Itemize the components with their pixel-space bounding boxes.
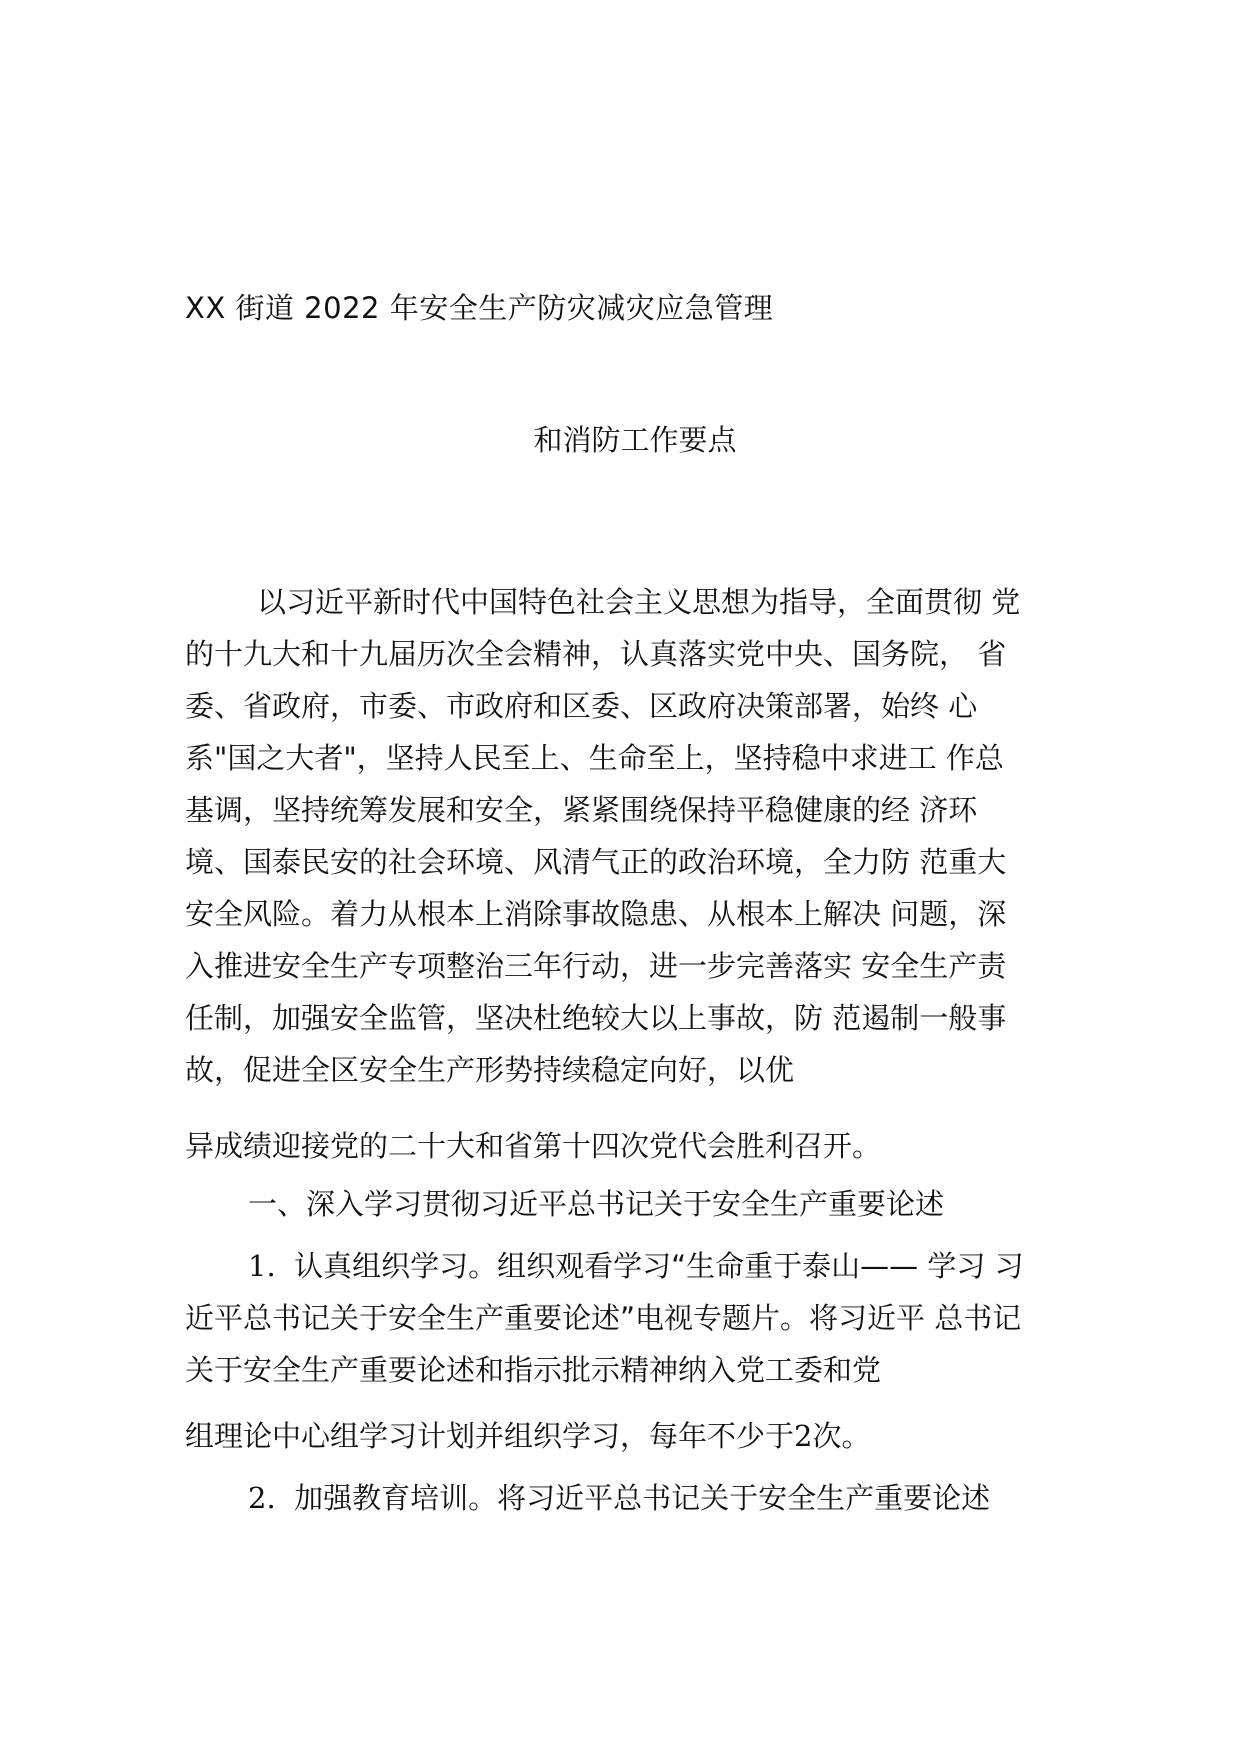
intro-paragraph-tail (185, 1120, 1065, 1172)
intro-line: 安全风险。着力从根本上消除事故隐患、从根本上解决 问题，深 (185, 897, 1007, 931)
intro-line: 委、省政府，市委、市政府和区委、区政府决策部署，始终 心 (185, 689, 978, 723)
item-1-line: 近平总书记关于安全生产重要论述”电视专题片。将习近平 总书记 (185, 1301, 1022, 1335)
item-1-paragraph (185, 1240, 1065, 1396)
intro-line: 故，促进全区安全生产形势持续稳定向好，以优 (185, 1053, 795, 1087)
intro-line: 的十九大和十九届历次全会精神，认真落实党中央、国务院， 省 (185, 637, 1007, 671)
intro-line: 系"国之大者"，坚持人民至上、生命至上，坚持稳中求进工 作总 (185, 741, 1004, 775)
document-subtitle: 和消防工作要点 (533, 423, 737, 457)
intro-line: 以习近平新时代中国特色社会主义思想为指导，全面贯彻 党 (257, 585, 1021, 619)
intro-paragraph (185, 576, 1065, 1096)
intro-line: 入推进安全生产专项整治三年行动，进一步完善落实 安全生产责 (185, 949, 1007, 983)
item-1-tail-number: 2 (794, 1419, 813, 1453)
document-title: XX 街道 2022 年安全生产防灾减灾应急管理 (185, 291, 774, 325)
item-1-tail-line (185, 1410, 1065, 1462)
intro-line: 基调，坚持统筹发展和安全，紧紧围绕保持平稳健康的经 济环 (185, 793, 978, 827)
item-1-text: 认真组织学习。组织观看学习“生命重于泰山—— 学习 习 (294, 1249, 1024, 1283)
item-2-text: 加强教育培训。将习近平总书记关于安全生产重要论述 (294, 1481, 991, 1515)
item-1-line: 关于安全生产重要论述和指示批示精神纳入党工委和党 (185, 1353, 882, 1387)
item-1-tail-pre: 组理论中心组学习计划并组织学习，每年不少于 (185, 1419, 795, 1453)
item-1-line (185, 1240, 1065, 1292)
item-1-tail (185, 1410, 1065, 1462)
section-heading-1: 一、深入学习贯彻习近平总书记关于安全生产重要论述 (248, 1187, 945, 1221)
intro-line: 境、国泰民安的社会环境、风清气正的政治环境，全力防 范重大 (185, 845, 1007, 879)
item-2-number: 2. (248, 1481, 276, 1515)
intro-line: 任制，加强安全监管，坚决杜绝较大以上事故，防 范遏制一般事 (185, 1001, 1007, 1035)
item-1-tail-post: 次。 (812, 1419, 871, 1453)
item-1-number: 1. (248, 1249, 276, 1283)
intro-tail-line: 异成绩迎接党的二十大和省第十四次党代会胜利召开。 (185, 1129, 882, 1163)
item-2-line (185, 1472, 1065, 1524)
item-2-paragraph (185, 1472, 1065, 1524)
